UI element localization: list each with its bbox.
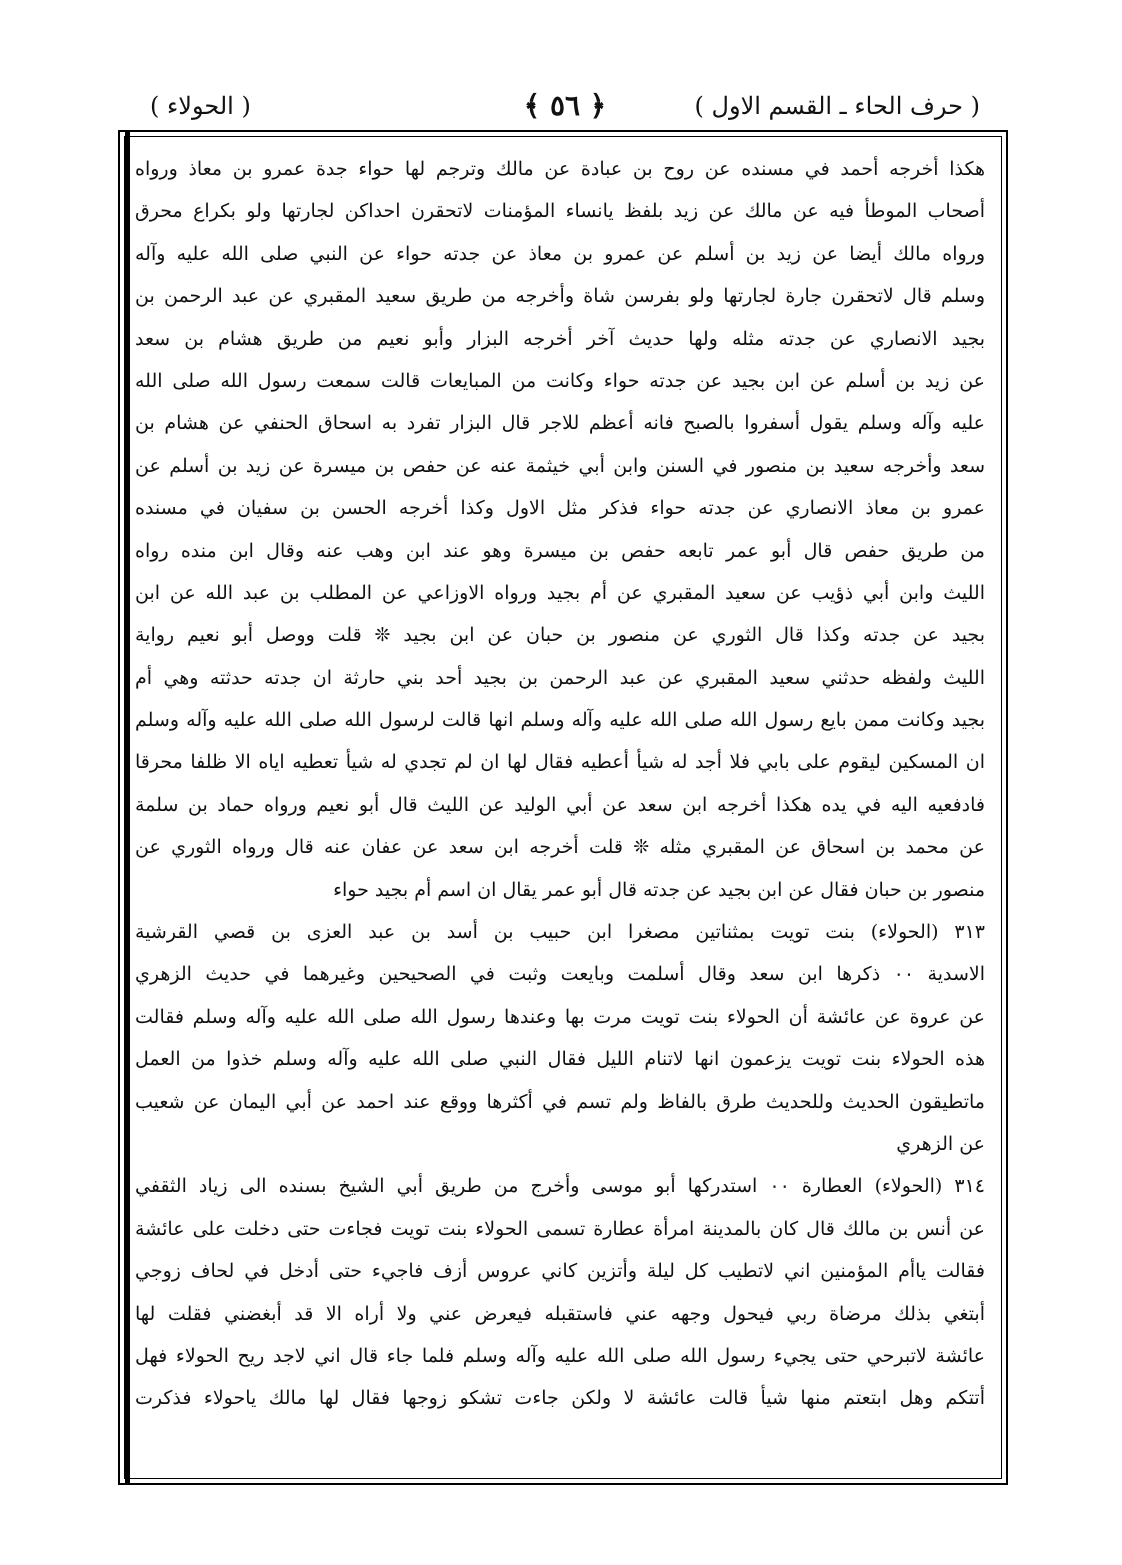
- entry-313-line: ٣١٣ (الحولاء) بنت تويت بمثناتين مصغرا ابن حبيب بن أسد بن عبد العزى بن قصي القرشية: [135, 921, 985, 944]
- text-line: عائشة لاتبرحي حتى يجيء رسول الله صلى الله عليه وآله وسلم فلما جاء قال اني لاجد ريح الحولاء فهل: [135, 1344, 985, 1367]
- text-line: بجيد عن جدته وكذا قال الثوري عن منصور بن حبان عن ابن بجيد ❊ قلت ووصل أبو نعيم رواية: [135, 624, 985, 647]
- text-line: ورواه مالك أيضا عن زيد بن أسلم عن عمرو بن معاذ عن جدته حواء عن النبي صلى الله عليه وآله: [135, 242, 985, 265]
- text-line: عن أنس بن مالك قال كان بالمدينة امرأة عطارة تسمى الحولاء بنت تويت فجاءت حتى دخلت على عائشة: [135, 1217, 985, 1240]
- page-number: ﴿ ٥٦ ﴾: [523, 89, 607, 122]
- text-line: بجيد وكانت ممن بايع رسول الله صلى الله عليه وآله وسلم انها قالت لرسول الله صلى الله عليه وآله وسلم: [135, 709, 985, 732]
- text-line: أبتغي بذلك مرضاة ربي فيحول وجهه عني فاستقبله فيعرض عني ولا أراه الا قد أبغضني فقلت لها: [135, 1302, 985, 1325]
- entry-314-line: ٣١٤ (الحولاء) العطارة ٠٠ استدركها أبو موسى وأخرج من طريق أبي الشيخ بسنده الى زياد الثقفي: [135, 1175, 985, 1198]
- text-line: أصحاب الموطأ فيه عن مالك عن زيد بلفظ يانساء المؤمنات لاتحقرن احداكن لجارتها ولو بكراع محرق: [135, 200, 985, 223]
- entry-heading: ( الحولاء ): [150, 92, 251, 120]
- text-line: وسلم قال لاتحقرن جارة لجارتها ولو بفرسن شاة وأخرجه من طريق سعيد المقبري عن عبد الرحمن بن: [135, 285, 985, 308]
- text-line: عن الزهري: [896, 1132, 985, 1155]
- text-line: هذه الحولاء بنت تويت يزعمون انها لاتنام الليل فقال النبي صلى الله عليه وآله وسلم خذوا من العمل: [135, 1048, 985, 1071]
- text-line: منصور بن حبان فقال عن ابن بجيد عن جدته قال أبو عمر يقال ان اسم أم بجيد حواء: [333, 878, 985, 901]
- text-line: الاسدية ٠٠ ذكرها ابن سعد وقال أسلمت وبايعت وثبت في الصحيحين وغيرهما في حديث الزهري: [135, 963, 985, 986]
- text-line: من طريق حفص قال أبو عمر تابعه حفص بن ميسرة وهو عند ابن وهب عنه وقال ابن منده رواه: [135, 539, 985, 562]
- text-line: فقالت ياأم المؤمنين اني لاتطيب كل ليلة وأتزين كاني عروس أزف فاجيء حتى أدخل في لحاف زوجي: [135, 1260, 985, 1283]
- text-line: عن زيد بن أسلم عن ابن بجيد عن جدته حواء وكانت من المبايعات قالت سمعت رسول الله صلى الله: [135, 369, 985, 392]
- text-line: أتتكم وهل ابتعتم منها شيأ قالت عائشة لا ولكن جاءت تشكو زوجها فقال لها مالك ياحولاء فذكرت: [135, 1387, 985, 1410]
- text-line: عمرو بن معاذ الانصاري عن جدته حواء فذكر مثل الاول وكذا أخرجه الحسن بن سفيان في مسنده: [135, 497, 985, 520]
- text-line: عليه وآله وسلم يقول أسفروا بالصبح فانه أعظم للاجر قال البزار تفرد به اسحاق الحنفي عن هشام بن: [135, 412, 985, 435]
- text-line: بجيد الانصاري عن جدته مثله ولها حديث آخر أخرجه البزار وأبو نعيم من طريق هشام بن سعد: [135, 327, 985, 350]
- text-body: [135, 148, 985, 1420]
- text-line: الليث وابن أبي ذؤيب عن سعيد المقبري عن أم بجيد ورواه الاوزاعي عن المطلب بن عبد الله عن ابن: [135, 581, 985, 604]
- text-line: فادفعيه اليه في يده هكذا أخرجه ابن سعد عن أبي الوليد عن الليث قال أبو نعيم ورواه حماد بن سلمة: [135, 793, 985, 816]
- text-line: هكذا أخرجه أحمد في مسنده عن روح بن عبادة عن مالك وترجم لها حواء جدة عمرو بن معاذ ورواه: [135, 158, 985, 180]
- text-line: سعد وأخرجه سعيد بن منصور في السنن وابن أبي خيثمة عنه عن حفص بن ميسرة عن زيد بن أسلم عن: [135, 454, 985, 477]
- page-header: [150, 88, 980, 128]
- text-line: ماتطيقون الحديث وللحديث طرق بالفاظ ولم تسم في أكثرها ووقع عند احمد عن أبي اليمان عن شعيب: [135, 1090, 985, 1113]
- text-line: عن عروة عن عائشة أن الحولاء بنت تويت مرت بها وعندها رسول الله صلى الله عليه وآله وسلم فقالت: [135, 1005, 985, 1028]
- text-line: عن محمد بن اسحاق عن المقبري مثله ❊ قلت أخرجه ابن سعد عن عفان عنه قال ورواه الثوري عن: [135, 836, 985, 859]
- chapter-heading: ( حرف الحاء ـ القسم الاول ): [694, 92, 980, 120]
- text-line: ان المسكين ليقوم على بابي فلا أجد له شيأ أعطيه فقال لها ان لم تجدي له شيأ تعطيه اياه الا ظلفا محرقا: [135, 751, 985, 774]
- text-line: الليث ولفظه حدثني سعيد المقبري عن عبد الرحمن بن بجيد أحد بني حارثة ان جدته حدثته وهي أم: [135, 666, 985, 689]
